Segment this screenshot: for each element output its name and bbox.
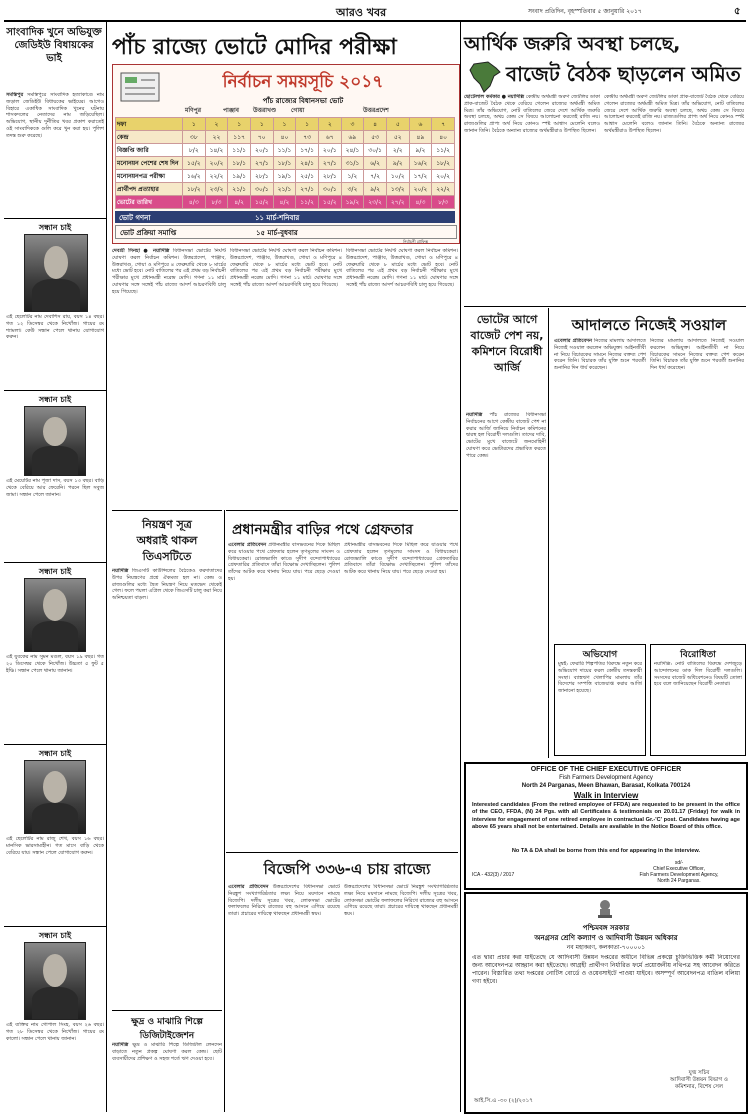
- missing-person-label: সন্ধান চাই: [38, 223, 72, 232]
- schedule-cell: ১৯/১: [228, 170, 251, 183]
- schedule-cell: ৪০: [432, 131, 455, 144]
- ad-line3: North 24 Parganas, Meen Bhawan, Barasat, Kolkata 700124: [521, 783, 691, 789]
- paper-date: সংবাদ প্রতিদিন, বৃহস্পতিবার ৫ জানুয়ারি ২০১৭: [528, 8, 642, 15]
- ad-signature: [616, 860, 742, 884]
- schedule-cell: ২৩/২: [364, 196, 387, 209]
- vote-budget-dateline: নয়াদিল্লি: [466, 412, 483, 418]
- schedule-cell: ১: [183, 118, 206, 131]
- schedule-row: [116, 144, 455, 157]
- schedule-cell: ২/২: [386, 144, 409, 157]
- election-story-col3: বিধানসভা ভোটের নির্ঘণ্ট ঘোষণা করল নির্বাচন কমিশন। উত্তরপ্রদেশ, পাঞ্জাব, উত্তরাখণ্ড, গোয়া ও মণিপুরে ৪ ফেব্রুয়ারি থেকে ৮ মার্চের মধ্যে ভোট হবে। নোট বাতিলের পর এই প্রথম বড় নির্বাচনী পরীক্ষার মুখে প্রধানমন্ত্রী নরেন্দ্র মোদি। গণনা ১১ মার্চ। ঘোষণার সঙ্গে সঙ্গেই পাঁচ রাজ্যে আদর্শ আচরণবিধি চালু হয়ে গিয়েছে।: [346, 248, 458, 288]
- finish-label: ভোট প্রক্রিয়া সমাপ্তি: [120, 229, 177, 237]
- missing-person-text: এই ছেলেটির নাম রাজু শেখ, বয়স ১৬ বছর। মানসিক ভারসাম্যহীন। গত মাসে বাড়ি থেকে বেরিয়ে যায়। সন্ধান পেলে যোগাযোগ করুন।: [6, 836, 104, 856]
- schedule-row: [116, 170, 455, 183]
- states-header: [183, 105, 453, 115]
- schedule-cell: ১০/২: [386, 170, 409, 183]
- schedule-cell: ১: [228, 118, 251, 131]
- schedule-cell: ৪৯: [409, 131, 432, 144]
- complaint-body: মুম্বই: ফেরারি শিল্পপতির বিরুদ্ধে নতুন করে অভিযোগ দায়ের করল কেন্দ্রীয় তদন্তকারী সংস্থা। ব্যাঙ্কঋণ খেলাপির মামলায় তাঁর বিদেশের সম্পত্তি বাজেয়াপ্ত করার আর্জি জানানো হয়েছে।: [558, 661, 642, 694]
- complaint-title: অভিযোগ: [582, 650, 618, 660]
- schedule-row: [116, 196, 455, 209]
- left-divider-4: [4, 744, 106, 745]
- court-body-col2: নিজের মামলায় আদালতে নিজেই সওয়াল করলেন অভিযুক্ত। আইনজীবী না নিয়ে বিচারকের সামনে নিজের বক্তব্য পেশ করেন তিনি। বিচারক তাঁর যুক্তি শুনে পরবর্তী শুনানির দিন ধার্য করেছেন।: [650, 338, 744, 371]
- schedule-row-label: দফা: [116, 118, 183, 131]
- left-divider-3: [4, 562, 106, 563]
- election-story-byline: দেবশ্রী সিনহা: [112, 248, 141, 254]
- schedule-cell: ২৮/১: [250, 170, 273, 183]
- schedule-cell: ৬৯: [341, 131, 364, 144]
- court-dateline: এবেলার প্রতিবেদন: [554, 338, 592, 344]
- missing-person-label: সন্ধান চাই: [38, 931, 72, 940]
- schedule-cell: ৯/২: [386, 157, 409, 170]
- schedule-cell: ২০/১: [318, 144, 341, 157]
- schedule-cell: ৬/২: [364, 157, 387, 170]
- small-story-dateline: নয়াদিল্লি: [112, 1042, 129, 1048]
- ad-footer: No TA & DA shall be borne from this end for appearing in the interview.: [511, 848, 701, 854]
- schedule-cell: ১: [273, 118, 296, 131]
- missing-person-label: সন্ধান চাই: [38, 749, 72, 758]
- gst-text: জিএসটি কাউন্সিলের বৈঠকেও করদাতাদের উপর নিয়ন্ত্রণের প্রশ্নে ঐকমত্য হল না। কেন্দ্র ও রাজ্যগুলির মধ্যে দ্বৈত নিয়ন্ত্রণ নিয়ে মতভেদ থেকেই গেল। ফলে পয়লা এপ্রিল থেকে জিএসটি চালু করা নিয়ে অনিশ্চয়তা বাড়ল।: [112, 568, 222, 601]
- schedule-cell: ৪: [364, 118, 387, 131]
- main-headline: পাঁচ রাজ্যে ভোটে মোদির পরীক্ষা: [112, 35, 397, 60]
- vote-budget-vrule: [548, 308, 549, 758]
- schedule-cell: ২৭/২: [386, 196, 409, 209]
- left-divider-5: [4, 926, 106, 927]
- budget-headline-1: আর্থিক জরুরি অবস্থা চলছে,: [464, 33, 681, 55]
- govt-ad-sign1: যুগ্ম সচিব: [688, 1070, 710, 1076]
- ad-sign4: North 24 Parganas.: [657, 878, 701, 884]
- budget-body-col2: কেন্দ্রীয় অর্থমন্ত্রী অরুণ জেটলির ডাকা প্রাক-বাজেট বৈঠক থেকে বেরিয়ে গেলেন রাজ্যের অর্থমন্ত্রী অমিত মিত্র। তাঁর অভিযোগ, নোট বাতিলের জেরে দেশে আর্থিক জরুরি অবস্থা চলছে, অথচ কেন্দ্র সে বিষয়ে আলোচনা করতেই রাজি নয়। রাজ্যগুলির প্রাপ্য অর্থ নিয়ে কোনও স্পষ্ট আশ্বাস মেলেনি বলেও জানান তিনি। বৈঠকে অন্যান্য রাজ্যের অর্থমন্ত্রীরাও উপস্থিত ছিলেন।: [604, 94, 744, 134]
- schedule-cell: ১৯/১: [273, 170, 296, 183]
- left-divider-2: [4, 390, 106, 391]
- govt-ad-sign3: কমিশনার, বিশেষ সেল: [675, 1083, 723, 1090]
- schedule-cell: ১: [250, 118, 273, 131]
- missing-person-photo: [24, 578, 86, 652]
- govt-ad-office: অনগ্রসর শ্রেণি কল্যাণ ও আদিবাসী উন্নয়ন অধিকার: [534, 934, 678, 942]
- schedule-cell: ৯/২: [409, 144, 432, 157]
- missing-person-photo: [24, 234, 88, 312]
- fish-farmers-ad: [464, 762, 748, 890]
- schedule-cell: ২৪/১: [296, 157, 319, 170]
- bjp-dateline: এবেলার প্রতিবেদন: [228, 884, 269, 890]
- opposition-body: নয়াদিল্লি: নোট বাতিলের বিরুদ্ধে দেশজুড়ে আন্দোলনের ডাক দিল বিরোধী দলগুলি। সংসদের বাজেট অধিবেশনেও বিষয়টি তোলা হবে বলে জানিয়েছেন বিরোধী নেতারা।: [654, 661, 742, 688]
- section-label: আরও খবর: [336, 6, 387, 19]
- schedule-cell: ১১/১: [273, 144, 296, 157]
- schedule-cell: ৮/২: [183, 144, 206, 157]
- schedule-cell: ১৫/২: [183, 157, 206, 170]
- gst-dateline: নয়াদিল্লি: [112, 568, 129, 574]
- election-story-body: দেবশ্রী সিনহা ● নয়াদিল্লি বিধানসভা ভোটের নির্ঘণ্ট ঘোষণা করল নির্বাচন কমিশন। উত্তরপ্রদেশ, পাঞ্জাব, উত্তরাখণ্ড, গোয়া ও মণিপুরে ৪ ফেব্রুয়ারি থেকে ৮ মার্চের মধ্যে ভোট হবে। নোট বাতিলের পর এই প্রথম বড় নির্বাচনী পরীক্ষার মুখে প্রধানমন্ত্রী নরেন্দ্র মোদি। গণনা ১১ মার্চ। ঘোষণার সঙ্গে সঙ্গেই পাঁচ রাজ্যে আদর্শ আচরণবিধি চালু হয়ে গিয়েছে।: [112, 248, 226, 295]
- bjp-text: উত্তরপ্রদেশের বিধানসভা ভোটে নিরঙ্কুশ সংখ্যাগরিষ্ঠতার লক্ষ্য নিয়ে ময়দানে নামছে বিজেপি। দলীয় সূত্রের খবর, লোকসভা ভোটের ফলাফলের নিরিখে রাজ্যের বহু আসনে এগিয়ে রয়েছে তারা। প্রচারের দায়িত্বে থাকছেন প্রধানমন্ত্রী স্বয়ং।: [228, 884, 340, 917]
- govt-ad-gov: পশ্চিমবঙ্গ সরকার: [582, 924, 630, 932]
- schedule-cell: ২: [318, 118, 341, 131]
- schedule-cell: ৭: [432, 118, 455, 131]
- schedule-cell: ৩৮: [183, 131, 206, 144]
- schedule-cell: ১৭/২: [409, 170, 432, 183]
- arrest-text: প্রধানমন্ত্রীর বাসভবনের দিকে মিছিল করে যাওয়ার পথে গ্রেফতার হলেন তৃণমূলের সাংসদ ও বিধায়কেরা। রোজভ্যালি কাণ্ডে সুদীপ বন্দ্যোপাধ্যায়ের গ্রেফতারির প্রতিবাদে তাঁরা বিক্ষোভ দেখাচ্ছিলেন। পুলিশ তাঁদের আটক করে থানায় নিয়ে যায়। পরে ছেড়ে দেওয়া হয়।: [228, 542, 340, 582]
- arrest-headline: প্রধানমন্ত্রীর বাড়ির পথে গ্রেফতার: [232, 522, 413, 538]
- schedule-cell: ২০/২: [205, 157, 228, 170]
- schedule-cell: ১৮/২: [183, 183, 206, 196]
- ad-ref: ICA - 432(3) / 2017: [472, 872, 515, 878]
- gst-headline-2: অধরাই থাকল: [136, 534, 198, 547]
- schedule-credit: নির্বাচনী গ্রাফিক্স: [403, 239, 429, 244]
- election-story-col2: বিধানসভা ভোটের নির্ঘণ্ট ঘোষণা করল নির্বাচন কমিশন। উত্তরপ্রদেশ, পাঞ্জাব, উত্তরাখণ্ড, গোয়া ও মণিপুরে ৪ ফেব্রুয়ারি থেকে ৮ মার্চের মধ্যে ভোট হবে। নোট বাতিলের পর এই প্রথম বড় নির্বাচনী পরীক্ষার মুখে প্রধানমন্ত্রী নরেন্দ্র মোদি। গণনা ১১ মার্চ। ঘোষণার সঙ্গে সঙ্গেই পাঁচ রাজ্যে আদর্শ আচরণবিধি চালু হয়ে গিয়েছে।: [230, 248, 342, 288]
- emblem-icon: [594, 898, 616, 920]
- schedule-cell: ৩১/১: [341, 157, 364, 170]
- schedule-cell: ১৮/১: [228, 157, 251, 170]
- schedule-cell: ১১৭: [228, 131, 251, 144]
- schedule-cell: ২০/২: [432, 170, 455, 183]
- page-header: [8, 4, 742, 18]
- missing-person-text: এই যুবকের নাম সুমন মণ্ডল, বয়স ১৯ বছর। গত ২০ ডিসেম্বর থেকে নিখোঁজ। উচ্চতা ৫ ফুট ৫ ইঞ্চি। সন্ধান পেলে থানায় জানান।: [6, 654, 104, 674]
- schedule-cell: ৫: [386, 118, 409, 131]
- schedule-cell: ২১/১: [273, 183, 296, 196]
- court-text: নিজের মামলায় আদালতে নিজেই সওয়াল করলেন অভিযুক্ত। আইনজীবী না নিয়ে বিচারকের সামনে নিজের বক্তব্য পেশ করেন তিনি। বিচারক তাঁর যুক্তি শুনে পরবর্তী শুনানির দিন ধার্য করেছেন।: [554, 338, 646, 371]
- schedule-row-label: বিজ্ঞপ্তি জারি: [116, 144, 183, 157]
- india-map-icon: [466, 60, 504, 94]
- schedule-cell: ২২/২: [205, 170, 228, 183]
- schedule-cell: ১৫/২: [250, 196, 273, 209]
- gst-headline-3: তিএসটিতে: [142, 550, 192, 563]
- schedule-subtitle: পাঁচ রাজ্যের বিধানসভা ভোট: [262, 97, 344, 105]
- schedule-row-label: প্রার্থীপদ প্রত্যাহার: [116, 183, 183, 196]
- budget-body: ছোটেলাল কর্মকার ● নয়াদিল্লি কেন্দ্রীয় অর্থমন্ত্রী অরুণ জেটলির ডাকা প্রাক-বাজেট বৈঠক থেকে বেরিয়ে গেলেন রাজ্যের অর্থমন্ত্রী অমিত মিত্র। তাঁর অভিযোগ, নোট বাতিলের জেরে দেশে আর্থিক জরুরি অবস্থা চলছে, অথচ কেন্দ্র সে বিষয়ে আলোচনা করতেই রাজি নয়। রাজ্যগুলির প্রাপ্য অর্থ নিয়ে কোনও স্পষ্ট আশ্বাস মেলেনি বলেও জানান তিনি। বৈঠকে অন্যান্য রাজ্যের অর্থমন্ত্রীরাও উপস্থিত ছিলেন।: [464, 94, 600, 134]
- ad-sign1: sd/-: [674, 860, 684, 866]
- govt-ad-sign2: আদিবাসী উন্নয়ন বিভাগ ও: [670, 1076, 728, 1083]
- schedule-cell: ২৭/১: [250, 157, 273, 170]
- col-rule-gst: [224, 510, 225, 1112]
- ad-body: Interested candidates (From the retired employee of FFDA) are requested to be present in the office of the CEO, FFDA, (N) 24 Pgs. with all Certificates & testimonials on 20.01.17 (Friday) for walk in interview for engagement of one retired employee in contractual Gr.-'C' post. Candidates having age above 65 years shall not be entertained. Details are available in the Notice Board of this office.: [472, 802, 740, 830]
- schedule-row: [116, 183, 455, 196]
- bjp-body-col2: উত্তরপ্রদেশের বিধানসভা ভোটে নিরঙ্কুশ সংখ্যাগরিষ্ঠতার লক্ষ্য নিয়ে ময়দানে নামছে বিজেপি। দলীয় সূত্রের খবর, লোকসভা ভোটের ফলাফলের নিরিখে রাজ্যের বহু আসনে এগিয়ে রয়েছে তারা। প্রচারের দায়িত্বে থাকছেন প্রধানমন্ত্রী স্বয়ং।: [344, 884, 458, 917]
- schedule-cell: ১৮/১: [273, 157, 296, 170]
- schedule-cell: ১৫/২: [318, 196, 341, 209]
- schedule-cell: ২৪/১: [341, 144, 364, 157]
- election-story-dateline: নয়াদিল্লি: [153, 248, 170, 254]
- schedule-row: [116, 131, 455, 144]
- schedule-cell: ২৩/২: [205, 183, 228, 196]
- bjp-top-rule: [226, 852, 458, 853]
- schedule-row-label: মনোনয়নপত্র পরীক্ষা: [116, 170, 183, 183]
- left-story-headline: সাংবাদিক খুনে অভিযুক্ত জেডিইউ বিধায়কের ভাই: [6, 27, 102, 64]
- schedule-cell: ১১/২: [296, 196, 319, 209]
- left-divider-1: [4, 218, 106, 219]
- schedule-cell: ১১/১: [228, 144, 251, 157]
- budget-byline: ছোটেলাল কর্মকার: [464, 94, 500, 100]
- govt-ad-address: নব মহাকরণ, কলকাতা-৭০০০০১: [566, 944, 646, 951]
- ad-sign2: Chief Executive Officer,: [653, 866, 705, 872]
- schedule-row: [116, 157, 455, 170]
- small-story-rule: [112, 1010, 222, 1011]
- missing-person-label: সন্ধান চাই: [38, 395, 72, 404]
- schedule-row: [116, 118, 455, 131]
- small-story-body: [112, 1042, 222, 1112]
- schedule-cell: ৭০: [250, 131, 273, 144]
- state-label: উত্তরাখণ্ড: [253, 107, 277, 114]
- schedule-cell: ২৭/১: [318, 157, 341, 170]
- missing-person-text: এই ব্যক্তির নাম গোপাল সিংহ, বয়স ২৬ বছর। গত ২৮ ডিসেম্বর থেকে নিখোঁজ। গায়ের রং কালো। সন্ধান পেলে থানায় জানান।: [6, 1022, 104, 1042]
- opposition-title: বিরোধিতা: [680, 650, 716, 660]
- schedule-row-label: কেন্দ্র: [116, 131, 183, 144]
- count-label: ভোট গণনা: [119, 214, 151, 222]
- schedule-cell: ৩০/১: [250, 183, 273, 196]
- page-number: ৫: [734, 6, 741, 17]
- schedule-cell: ২২: [205, 131, 228, 144]
- schedule-cell: ১৮/২: [432, 157, 455, 170]
- missing-person-text: এই মেয়েটির নাম পূজা দাস, বয়স ১৩ বছর। বাড়ি থেকে বেরিয়ে আর ফেরেনি। পরনে ছিল সবুজ জামা। সন্ধান পেলে জানান।: [6, 478, 104, 498]
- state-label: মণিপুর: [185, 107, 202, 114]
- vote-budget-text: পাঁচ রাজ্যের বিধানসভা নির্বাচনের আগে কেন্দ্রীয় বাজেট পেশ না করার আর্জি জানিয়ে নির্বাচন কমিশনের দ্বারস্থ হল বিরোধী দলগুলি। তাদের দাবি, ভোটের মুখে বাজেটে জনমোহিনী ঘোষণা করে ভোটারদের প্রভাবিত করতে পারে কেন্দ্র।: [466, 412, 546, 459]
- opposition-box: [650, 644, 746, 756]
- budget-text: কেন্দ্রীয় অর্থমন্ত্রী অরুণ জেটলির ডাকা প্রাক-বাজেট বৈঠক থেকে বেরিয়ে গেলেন রাজ্যের অর্থমন্ত্রী অমিত মিত্র। তাঁর অভিযোগ, নোট বাতিলের জেরে দেশে আর্থিক জরুরি অবস্থা চলছে, অথচ কেন্দ্র সে বিষয়ে আলোচনা করতেই রাজি নয়। রাজ্যগুলির প্রাপ্য অর্থ নিয়ে কোনও স্পষ্ট আশ্বাস মেলেনি বলেও জানান তিনি। বৈঠকে অন্যান্য রাজ্যের অর্থমন্ত্রীরাও উপস্থিত ছিলেন।: [464, 94, 600, 134]
- schedule-cell: ৩০/১: [318, 183, 341, 196]
- schedule-cell: ১৬/২: [409, 157, 432, 170]
- schedule-cell: ৬৭: [318, 131, 341, 144]
- ad-line1: OFFICE OF THE CHIEF EXECUTIVE OFFICER: [530, 766, 682, 773]
- state-label: পাঞ্জাব: [223, 107, 240, 114]
- schedule-cell: ২২/২: [432, 183, 455, 196]
- arrest-top-rule: [226, 510, 458, 511]
- left-story-body: [6, 92, 104, 217]
- missing-person-label: সন্ধান চাই: [38, 567, 72, 576]
- court-headline: আদালতে নিজেই সওয়াল: [571, 316, 727, 334]
- govt-ad-ref: আই.সি.এ -৩০ (২)/২০১৭: [474, 1098, 533, 1104]
- small-story-headline-2: ডিজিটাইজেশন: [139, 1031, 195, 1041]
- gst-headline-1: নিয়ন্ত্রণ সূত্র: [142, 518, 192, 531]
- schedule-row-label: মনোনয়ন পেশের শেষ দিন: [116, 157, 183, 170]
- count-date: ১১ মার্চ-শনিবার: [255, 214, 300, 222]
- left-col-vrule: [106, 22, 107, 1112]
- schedule-cell: ১৪/২: [205, 144, 228, 157]
- vote-budget-headline: ভোটের আগে বাজেট পেশ নয়, কমিশনে বিরোধী আর্জি: [470, 313, 544, 374]
- bjp-headline: বিজেপি ৩৩৬-এ চায় রাজ্যে: [263, 860, 431, 878]
- schedule-cell: ৮/৩: [205, 196, 228, 209]
- bjp-body: [228, 884, 340, 1110]
- vote-budget-body: [466, 412, 546, 758]
- election-story-text: বিধানসভা ভোটের নির্ঘণ্ট ঘোষণা করল নির্বাচন কমিশন। উত্তরপ্রদেশ, পাঞ্জাব, উত্তরাখণ্ড, গোয়া ও মণিপুরে ৪ ফেব্রুয়ারি থেকে ৮ মার্চের মধ্যে ভোট হবে। নোট বাতিলের পর এই প্রথম বড় নির্বাচনী পরীক্ষার মুখে প্রধানমন্ত্রী নরেন্দ্র মোদি। গণনা ১১ মার্চ। ঘোষণার সঙ্গে সঙ্গেই পাঁচ রাজ্যে আদর্শ আচরণবিধি চালু হয়ে গিয়েছে।: [112, 248, 226, 295]
- schedule-cell: ২৫/১: [296, 170, 319, 183]
- schedule-cell: ৭/২: [364, 170, 387, 183]
- schedule-cell: ৩০/১: [364, 144, 387, 157]
- ad-sign3: Fish Farmers Development Agency,: [639, 872, 719, 878]
- ballot-icon: [119, 71, 161, 103]
- missing-person-text: এই ছেলেটির নাম দেবাশিস রায়, বয়স ১৪ বছর। গত ১২ ডিসেম্বর থেকে নিখোঁজ। গায়ের রং শ্যামলা। কেউ সন্ধান পেলে থানায় যোগাযোগ করুন।: [6, 314, 104, 341]
- schedule-cell: ৫৩: [364, 131, 387, 144]
- schedule-cell: ৬: [409, 118, 432, 131]
- header-rule: [4, 20, 746, 22]
- govt-ad-signature: [656, 1070, 742, 1091]
- schedule-cell: ২৮/১: [318, 170, 341, 183]
- schedule-cell: ১৯/২: [341, 196, 364, 209]
- schedule-cell: ৭৩: [296, 131, 319, 144]
- left-story-dateline: সমস্তিপুর: [6, 92, 24, 98]
- finish-date: ১৫ মার্চ-বুধবার: [256, 229, 298, 237]
- arrest-body: [228, 542, 340, 848]
- schedule-cell: ২০/২: [409, 183, 432, 196]
- schedule-cell: ৯/২: [364, 183, 387, 196]
- gst-top-rule: [112, 510, 222, 511]
- schedule-cell: ১৩/২: [386, 183, 409, 196]
- state-label: গোয়া: [291, 107, 305, 114]
- vote-budget-rule: [464, 306, 746, 307]
- schedule-table: [115, 117, 455, 209]
- schedule-cell: ৩/২: [341, 183, 364, 196]
- small-story-text: ক্ষুদ্র ও মাঝারি শিল্পে ডিজিটাল লেনদেন বাড়াতে নতুন প্রকল্প ঘোষণা করল কেন্দ্র। ছোট ব্যবসায়ীদের প্রশিক্ষণ ও সহজ শর্তে ঋণ দেওয়া হবে।: [112, 1042, 222, 1062]
- schedule-cell: ২১/১: [228, 183, 251, 196]
- finish-row: [115, 225, 457, 239]
- schedule-cell: ১১/২: [432, 144, 455, 157]
- budget-dateline: নয়াদিল্লি: [507, 94, 525, 100]
- govt-ad-body: এত দ্বারা প্রচার করা যাইতেছে যে আদিবাসী উন্নয়ন দপ্তরের অধীনে বিভিন্ন প্রকল্পে চুক্তিভিত্তিক কর্মী নিয়োগের জন্য আবেদনপত্র আহ্বান করা হইতেছে। আগ্রহী প্রার্থীগণ নির্ধারিত ফর্মে প্রয়োজনীয় নথিপত্র সহ আবেদন করিতে পারেন। বিস্তারিত তথ্য দপ্তরের নোটিস বোর্ডে ও ওয়েবসাইটে পাওয়া যাইবে। অসম্পূর্ণ আবেদনপত্র বাতিল বলিয়া গণ্য হইবে।: [472, 954, 740, 986]
- schedule-cell: ২৭/১: [296, 183, 319, 196]
- schedule-cell: ১: [296, 118, 319, 131]
- schedule-title: নির্বাচন সময়সূচি ২০১৭: [222, 72, 384, 92]
- missing-person-photo: [24, 406, 86, 476]
- missing-person-photo: [24, 760, 86, 834]
- schedule-cell: ৪/৩: [183, 196, 206, 209]
- schedule-cell: ২০/১: [250, 144, 273, 157]
- schedule-cell: ২: [205, 118, 228, 131]
- complaint-box: [554, 644, 646, 756]
- small-story-headline-1: ক্ষুদ্র ও মাঝারি শিল্পে: [131, 1017, 203, 1027]
- schedule-cell: ৫২: [386, 131, 409, 144]
- schedule-cell: ৮/৩: [432, 196, 455, 209]
- arrest-body-col2: প্রধানমন্ত্রীর বাসভবনের দিকে মিছিল করে যাওয়ার পথে গ্রেফতার হলেন তৃণমূলের সাংসদ ও বিধায়কেরা। রোজভ্যালি কাণ্ডে সুদীপ বন্দ্যোপাধ্যায়ের গ্রেফতারির প্রতিবাদে তাঁরা বিক্ষোভ দেখাচ্ছিলেন। পুলিশ তাঁদের আটক করে থানায় নিয়ে যায়। পরে ছেড়ে দেওয়া হয়।: [344, 542, 458, 575]
- state-label: উত্তরপ্রদেশ: [363, 107, 389, 114]
- schedule-cell: ১/২: [341, 170, 364, 183]
- gst-body: [112, 568, 222, 1006]
- schedule-cell: ১৭/১: [296, 144, 319, 157]
- center-vrule: [460, 22, 461, 1112]
- schedule-row-label: ভোটের তারিখ: [116, 196, 183, 209]
- missing-person-photo: [24, 942, 86, 1020]
- schedule-cell: ৩: [341, 118, 364, 131]
- count-row: [115, 211, 455, 223]
- schedule-cell: ৪০: [273, 131, 296, 144]
- budget-headline-2: বাজেট বৈঠক ছাড়লেন অমিত: [506, 62, 741, 86]
- left-story-text: সমস্তিপুরে সাংবাদিক হত্যাকাণ্ডে নাম জড়াল জেডিইউ বিধায়কের ভাইয়ের। আগেও বিহারে একাধিক সাংবাদিক খুনের ঘটনায় শাসকদলের নেতাদের নাম জড়িয়েছিল। অভিযোগ, স্থানীয় দুর্নীতির খবর প্রকাশ করাতেই ওই সাংবাদিককে গুলি করে খুন করা হয়। পুলিশ তদন্ত শুরু করেছে।: [6, 92, 104, 139]
- court-body: [554, 338, 646, 640]
- arrest-dateline: এবেলার প্রতিবেদন: [228, 542, 267, 548]
- schedule-cell: ৪/২: [228, 196, 251, 209]
- schedule-cell: ৪/৩: [409, 196, 432, 209]
- ad-line4: Walk in Interview: [573, 791, 639, 800]
- govt-ad: [464, 892, 748, 1114]
- schedule-cell: ৪/২: [273, 196, 296, 209]
- schedule-cell: ১৬/২: [183, 170, 206, 183]
- election-schedule: [112, 64, 460, 244]
- ad-line2: Fish Farmers Development Agency: [559, 775, 653, 781]
